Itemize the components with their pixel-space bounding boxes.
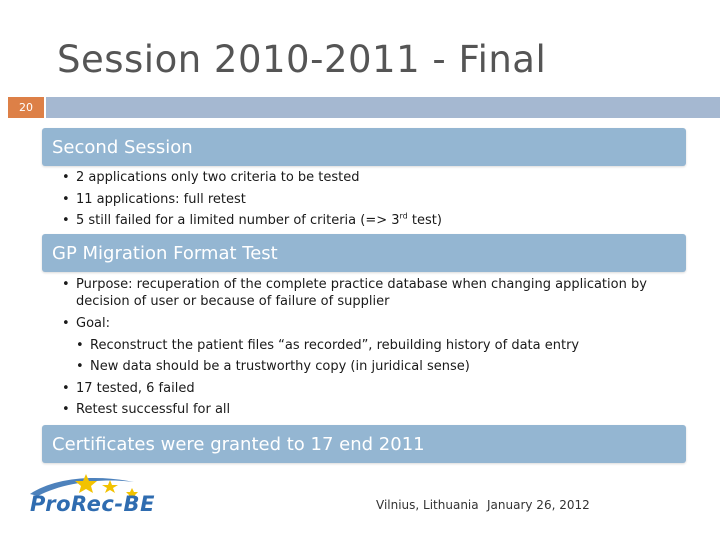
list-item: • Purpose: recuperation of the complete practice database when changing application by decision of user or because of failure of supplier: [60, 276, 690, 310]
list-item: • Reconstruct the patient files “as recorded”, rebuilding history of data entry: [60, 335, 690, 357]
bullet-text: 5 still failed for a limited number of criteria (=> 3: [76, 213, 400, 228]
slide-number: 20: [8, 97, 44, 118]
section-heading-gp-migration: GP Migration Format Test: [42, 234, 686, 272]
list-item: • 11 applications: full retest: [60, 189, 690, 211]
bullet-text-end: test): [407, 213, 442, 228]
slide-title: Session 2010-2011 - Final: [57, 38, 547, 81]
title-rule: [46, 97, 720, 118]
logo-text: ProRec-BE: [30, 492, 155, 516]
section-heading-second-session: Second Session: [42, 128, 686, 166]
second-session-bullets: [60, 167, 690, 232]
list-item: [60, 210, 690, 232]
list-item: • Retest successful for all: [60, 399, 690, 421]
prorec-logo: [24, 468, 174, 526]
footer-location: Vilnius, Lithuania: [376, 498, 479, 512]
list-item: • 17 tested, 6 failed: [60, 378, 690, 400]
list-item: • Goal:: [60, 313, 690, 335]
list-item: • 2 applications only two criteria to be tested: [60, 167, 690, 189]
list-item: • New data should be a trustworthy copy (in juridical sense): [60, 356, 690, 378]
ordinal-suffix: rd: [399, 211, 408, 221]
section-heading-certificates: Certificates were granted to 17 end 2011: [42, 425, 686, 463]
footer-date: January 26, 2012: [487, 498, 590, 512]
gp-migration-bullets: [60, 274, 690, 421]
